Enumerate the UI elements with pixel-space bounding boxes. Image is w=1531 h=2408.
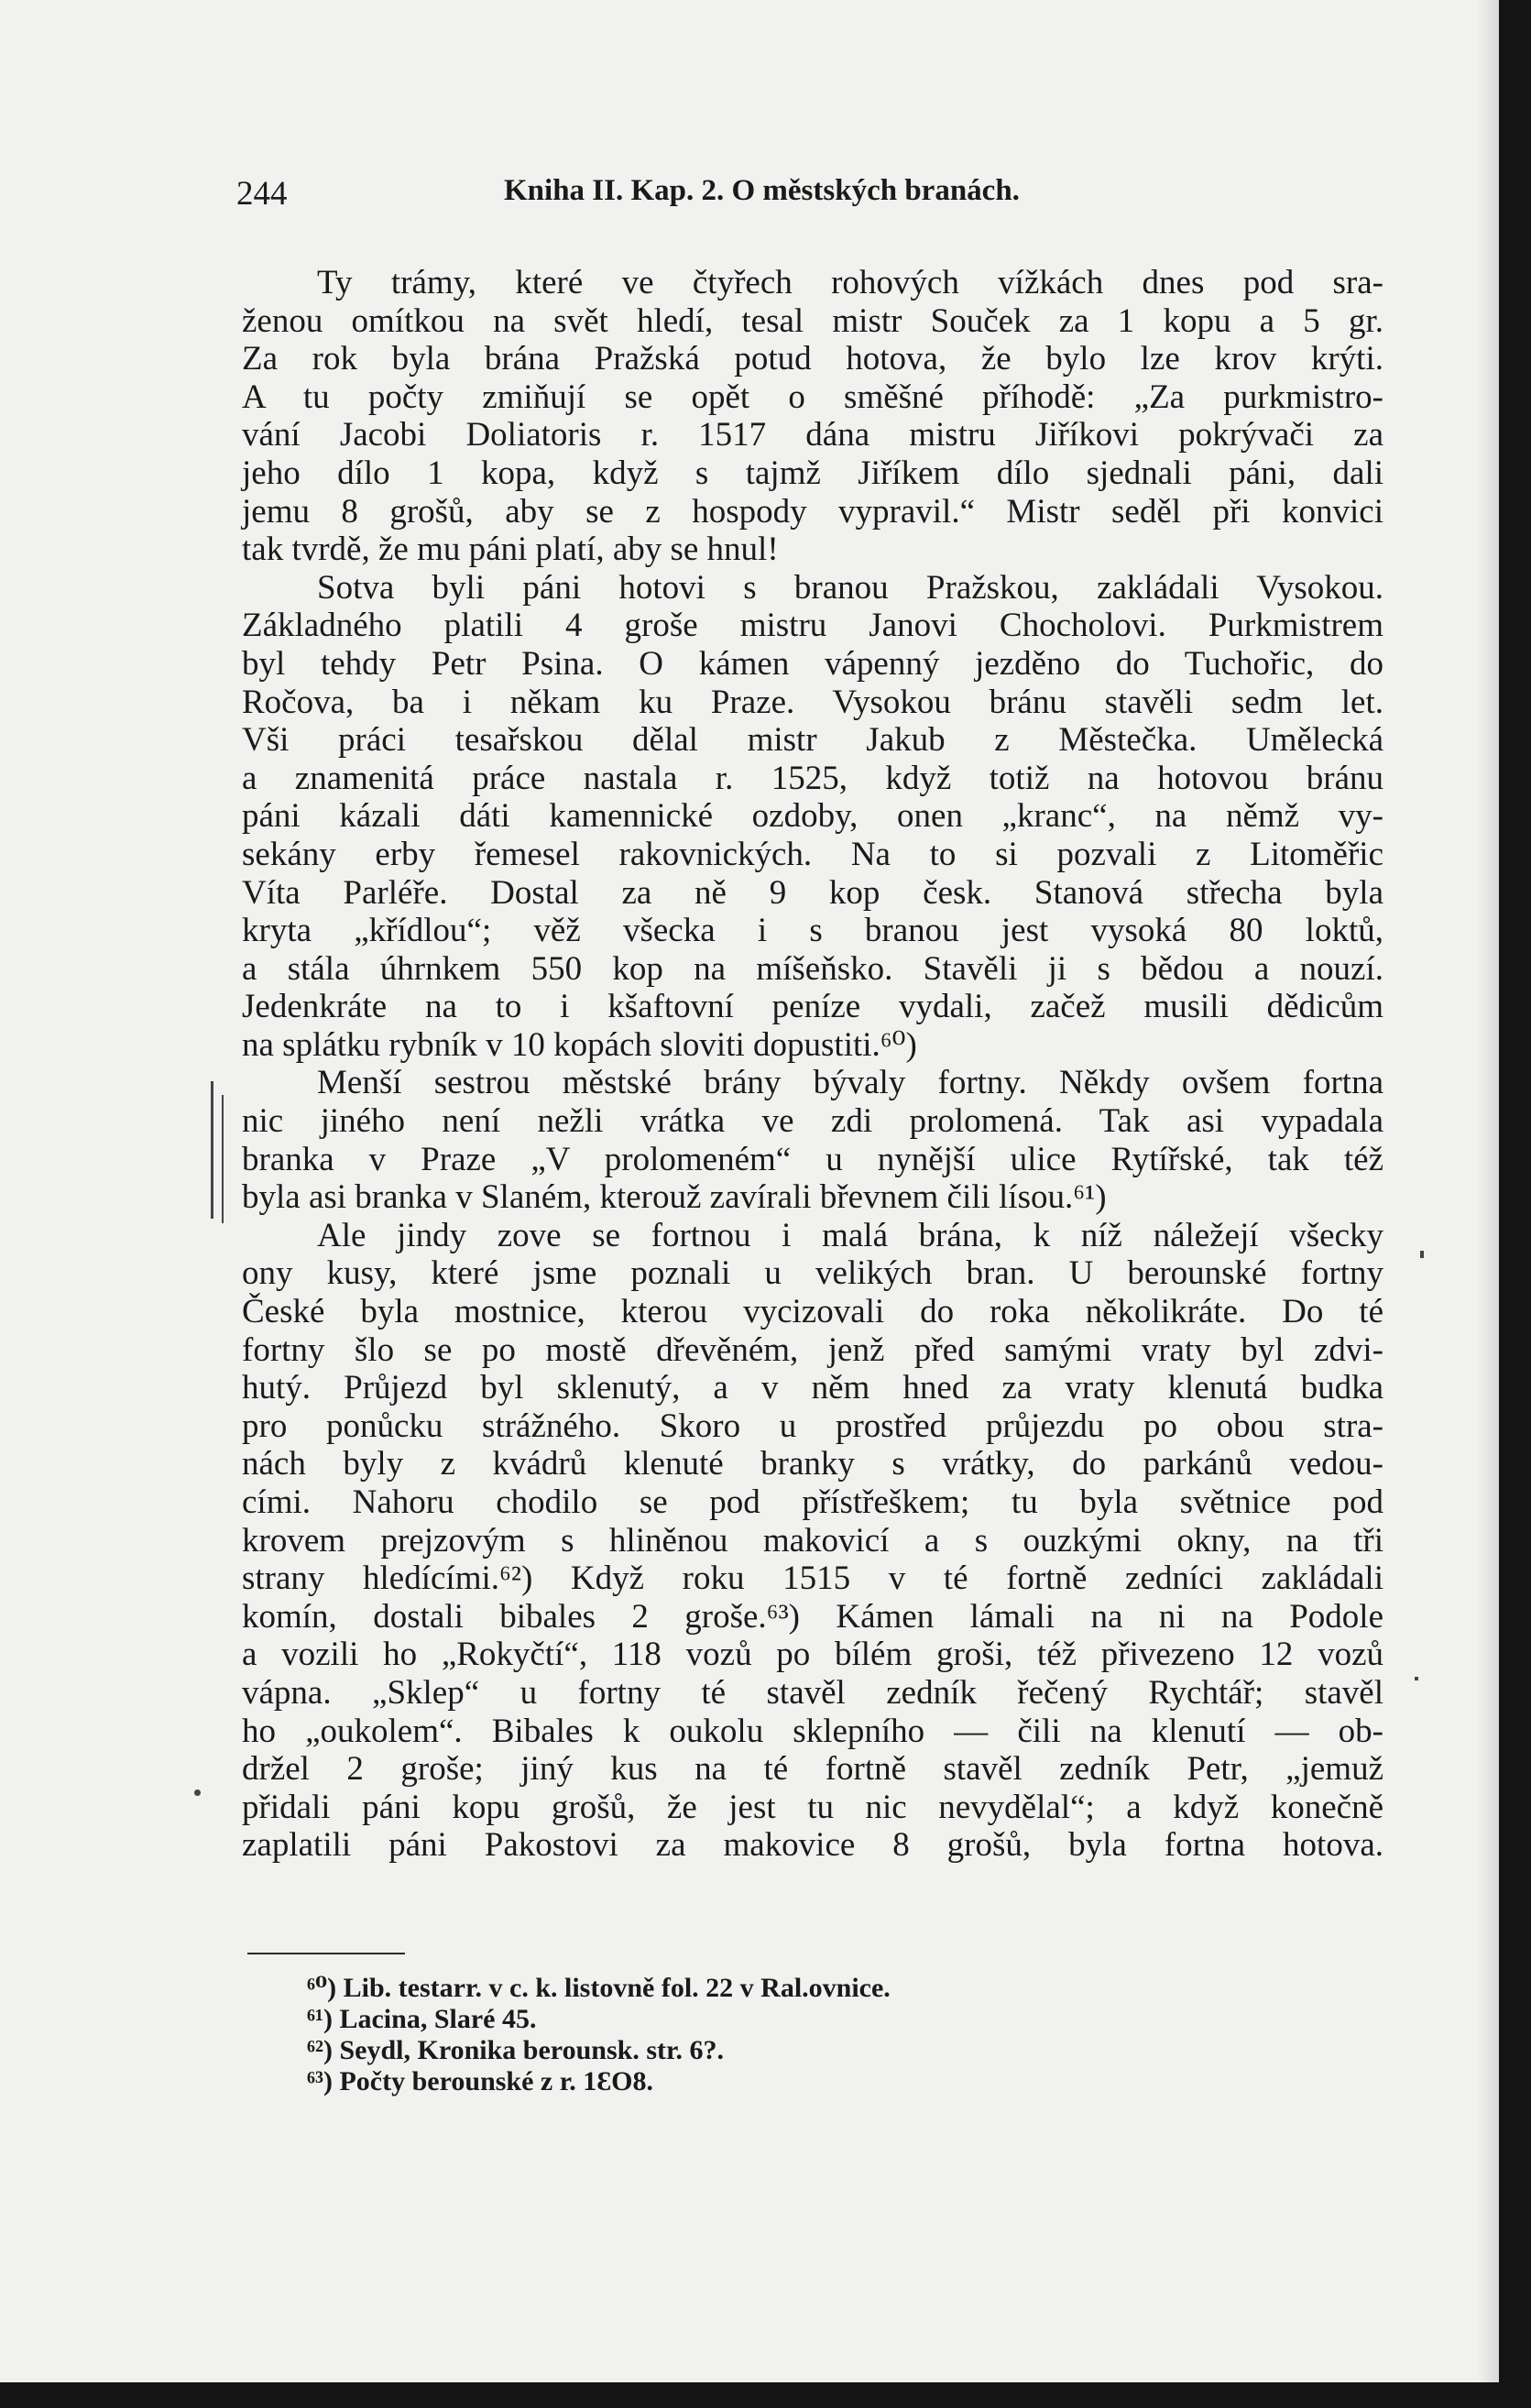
text-line: a znamenitá práce nastala r. 1525, když totiž na hotovou bránu — [242, 759, 1383, 797]
text-line: vání Jacobi Doliatoris r. 1517 dána mistru Jiříkovi pokrývači za — [242, 416, 1383, 454]
text-line: strany hledícími.⁶²) Když roku 1515 v té fortně zedníci zakládali — [242, 1560, 1383, 1598]
text-line: na splátku rybník v 10 kopách sloviti dopustiti.⁶⁰) — [242, 1025, 917, 1064]
page-edge-shadow — [1477, 0, 1499, 2382]
text-line: krovem prejzovým s hliněnou makovicí a s ouzkými okny, na tři — [242, 1521, 1383, 1560]
footnote-rule — [247, 1953, 405, 1954]
page-number: 244 — [236, 175, 288, 213]
text-line: tak tvrdě, že mu páni platí, aby se hnul! — [242, 531, 779, 569]
text-line: byla asi branka v Slaném, kterouž zavírali břevnem čili lísou.⁶¹) — [242, 1178, 1107, 1217]
text-line: Ty trámy, které ve čtyřech rohových vížkách dnes pod sra- — [317, 264, 1383, 301]
footnote: ⁶³) Počty berounské z r. 1ƐO8. — [307, 2066, 653, 2096]
text-line: jeho dílo 1 kopa, když s tajmž Jiříkem dílo sjednali páni, dali — [242, 454, 1383, 492]
text-line: Vši práci tesařskou dělal mistr Jakub z Městečka. Umělecká — [242, 721, 1383, 760]
text-line: Víta Parléře. Dostal za ně 9 kop česk. Stanová střecha byla — [242, 873, 1383, 912]
margin-dot — [1420, 1251, 1424, 1258]
text-line: přidali páni kopu grošů, že jest tu nic nevydělal“; a když konečně — [242, 1788, 1383, 1826]
text-line: cími. Nahoru chodilo se pod přístřeškem; tu byla světnice pod — [242, 1483, 1383, 1521]
text-line: vápna. „Sklep“ u fortny té stavěl zedník řečený Rychtář; stavěl — [242, 1673, 1383, 1712]
text-line: ženou omítkou na svět hledí, tesal mistr Souček za 1 kopu a 5 gr. — [242, 301, 1383, 340]
text-line: komín, dostali bibales 2 groše.⁶³) Kámen lámali na ni na Podole — [242, 1597, 1383, 1636]
footnotes — [307, 1973, 891, 2097]
footnote: ⁶⁰) Lib. testarr. v c. k. listovně fol. 22 v Ral.ovnice. — [307, 1973, 891, 2003]
text-line: Za rok byla brána Pražská potud hotova, že bylo lze krov krýti. — [242, 340, 1383, 378]
text-line: páni kázali dáti kamennické ozdoby, onen „kranc“, na němž vy- — [242, 797, 1383, 836]
page-header — [236, 174, 1382, 220]
text-line: ony kusy, které jsme poznali u velikých bran. U berounské fortny — [242, 1254, 1383, 1293]
margin-dot — [1415, 1677, 1418, 1680]
text-line: Základného platili 4 groše mistru Janovi Chocholovi. Purkmistrem — [242, 607, 1383, 645]
margin-mark — [222, 1095, 224, 1223]
text-line: Menší sestrou městské brány bývaly fortny. Někdy ovšem fortna — [317, 1064, 1383, 1102]
body-text — [242, 264, 1383, 1865]
text-line: A tu počty zmiňují se opět o směšné příhodě: „Za purkmistro- — [242, 378, 1383, 416]
text-line: a vozili ho „Rokyčtí“, 118 vozů po bílém groši, též přivezeno 12 vozů — [242, 1636, 1383, 1674]
text-line: Ale jindy zove se fortnou i malá brána, k níž náležejí všecky — [317, 1216, 1383, 1254]
text-line: branka v Praze „V prolomeném“ u nynější ulice Rytířské, tak též — [242, 1140, 1383, 1178]
text-line: držel 2 groše; jiný kus na té fortně stavěl zedník Petr, „jemuž — [242, 1750, 1383, 1789]
text-line: nách byly z kvádrů klenuté branky s vrátky, do parkánů vedou- — [242, 1445, 1383, 1483]
margin-dot — [194, 1790, 201, 1796]
text-line: Ročova, ba i někam ku Praze. Vysokou bránu stavěli sedm let. — [242, 683, 1383, 721]
text-line: fortny šlo se po mostě dřevěném, jenž před samými vraty byl zdvi- — [242, 1330, 1383, 1369]
footnote: ⁶²) Seydl, Kronika berounsk. str. 6?. — [307, 2035, 725, 2065]
text-line: ho „oukolem“. Bibales k oukolu sklepního — čili na klenutí — ob- — [242, 1712, 1383, 1750]
margin-mark — [211, 1081, 213, 1219]
text-line: České byla mostnice, kterou vycizovali do roka několikráte. Do té — [242, 1293, 1383, 1331]
footnote: ⁶¹) Lacina, Slaré 45. — [307, 2004, 537, 2034]
text-line: sekány erby řemesel rakovnických. Na to si pozvali z Litoměřic — [242, 835, 1383, 873]
running-title: Kniha II. Kap. 2. O městských branách. — [504, 174, 1020, 207]
text-line: byl tehdy Petr Psina. O kámen vápenný jezděno do Tuchořic, do — [242, 644, 1383, 683]
text-line: zaplatili páni Pakostovi za makovice 8 grošů, byla fortna hotova. — [242, 1826, 1383, 1865]
text-line: a stála úhrnkem 550 kop na míšeňsko. Stavěli ji s bědou a nouzí. — [242, 949, 1383, 988]
text-line: Jedenkráte na to i kšaftovní peníze vydali, začež musili dědicům — [242, 988, 1383, 1026]
text-line: nic jiného není nežli vrátka ve zdi prolomená. Tak asi vypadala — [242, 1102, 1383, 1141]
text-line: Sotva byli páni hotovi s branou Pražskou, zakládali Vysokou. — [317, 568, 1383, 607]
text-line: jemu 8 grošů, aby se z hospody vypravil.“ Mistr seděl při konvici — [242, 492, 1383, 531]
text-line: pro ponůcku strážného. Skoro u prostřed průjezdu po obou stra- — [242, 1406, 1383, 1445]
text-line: hutý. Průjezd byl sklenutý, a v něm hned za vraty klenutá budka — [242, 1369, 1383, 1407]
text-line: kryta „křídlou“; věž všecka i s branou jest vysoká 80 loktů, — [242, 912, 1383, 950]
